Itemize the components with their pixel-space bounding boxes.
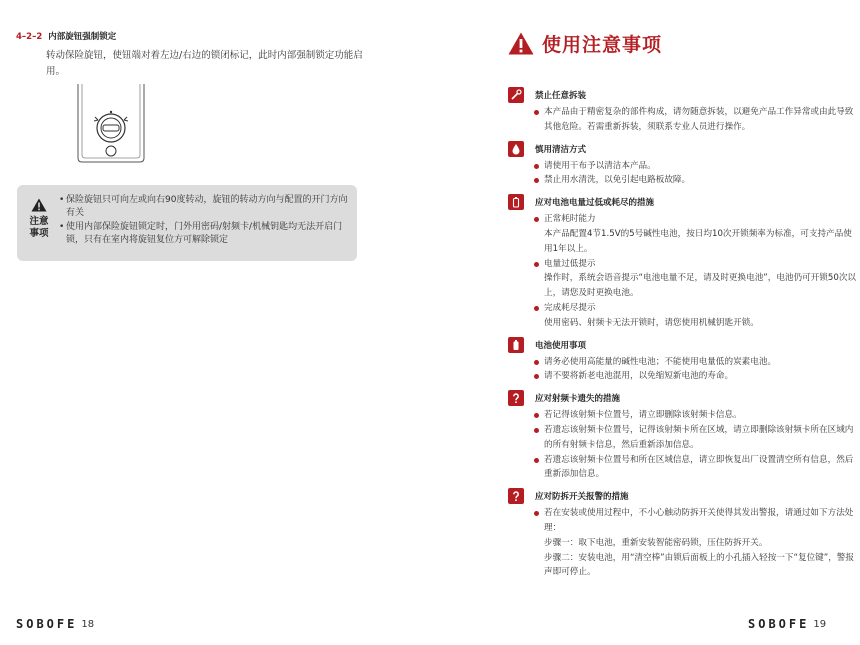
list-item: 本产品由于精密复杂的部件构成，请勿随意拆装，以避免产品工作异常或由此导致其他危险。若需重新拆装，须联系专业人员进行操作。 (534, 105, 858, 135)
section-title: 电池使用事项 (535, 340, 587, 351)
section-title: 禁止任意拆装 (535, 91, 587, 101)
note-item-text: 使用内部保险旋钮锁定时，门外用密码/射频卡/机械钥匙均无法开启门锁，只有在室内将旋钮复位方可解除锁定 (66, 222, 343, 245)
lock-knob-illustration (70, 84, 150, 172)
section-title: 应对电池电量过低或耗尽的措施 (535, 198, 655, 209)
section-title: 应对射频卡遗失的措施 (535, 394, 621, 405)
page-number: 19 (813, 618, 827, 630)
list-item: 请不要将新老电池混用，以免缩短新电池的寿命。 (534, 369, 858, 384)
precaution-section (508, 86, 858, 135)
precaution-section (508, 389, 858, 482)
list-item-detail: 本产品配置4节1.5V的5号碱性电池，按日均10次开锁频率为标准，可支持产品使用1年以上。 (544, 228, 852, 254)
list-item: 若遗忘该射频卡位置号，记得该射频卡所在区域，请立即删除该射频卡所在区域内的所有射频卡信息，然后重新添加信息。 (534, 423, 858, 453)
note-label-line1: 注意 (29, 216, 49, 227)
tool-icon (508, 87, 524, 103)
list-item: 电量过低提示 (534, 257, 858, 272)
question-icon (508, 488, 524, 504)
section-title: 慎用清洁方式 (535, 144, 587, 155)
list-item: 若在安装或使用过程中，不小心触动防拆开关使得其发出警报，请通过如下方法处理： (534, 506, 858, 536)
note-box (17, 185, 357, 261)
list-item: 若记得该射频卡位置号，请立即删除该射频卡信息。 (534, 408, 858, 423)
warning-icon (31, 198, 47, 212)
page-title: 使用注意事项 (542, 34, 663, 56)
note-item: • 保险旋钮只可向左或向右90度转动，旋钮的转动方向与配置的开门方向有关 (59, 194, 351, 220)
list-item-detail: 使用密码、射频卡无法开锁时，请您使用机械钥匙开锁。 (544, 317, 759, 328)
note-item: • 使用内部保险旋钮锁定时，门外用密码/射频卡/机械钥匙均无法开启门锁，只有在室内将旋钮复位方可解除锁定 (59, 221, 351, 247)
precautions-list (508, 86, 858, 585)
list-item: 步骤二：安装电池，用“清空棒”由锁后面板上的小孔插入轻按一下“复位键”，警报声即可停止。 (544, 552, 854, 578)
brand-logo: SOBOFE (16, 617, 78, 631)
note-items (59, 194, 351, 248)
battery-icon (508, 194, 524, 210)
precaution-section (508, 336, 858, 385)
note-item-text: 保险旋钮只可向左或向右90度转动，旋钮的转动方向与配置的开门方向有关 (66, 195, 348, 218)
right-footer (748, 617, 826, 631)
water-drop-icon (508, 141, 524, 157)
left-footer (16, 617, 94, 631)
note-label (27, 197, 51, 240)
section-number: 4–2–2 (16, 32, 43, 42)
section-title: 内部旋钮强制锁定 (48, 32, 117, 42)
section-heading (16, 30, 116, 42)
precaution-section (508, 487, 858, 580)
precaution-section (508, 193, 858, 330)
page-heading (508, 30, 662, 57)
section-title: 应对防拆开关报警的措施 (535, 492, 629, 503)
battery-icon (508, 337, 524, 353)
list-item: 步骤一：取下电池，重新安装智能密码锁，压住防拆开关。 (544, 537, 768, 548)
page-number: 18 (81, 618, 95, 630)
list-item: 正常耗时能力 (534, 212, 858, 227)
right-page (430, 0, 860, 645)
note-label-line2: 事项 (29, 228, 49, 239)
brand-logo: SOBOFE (748, 617, 810, 631)
warning-icon (508, 32, 534, 55)
list-item: 请务必使用高能量的碱性电池；不能使用电量低的炭素电池。 (534, 355, 858, 370)
list-item: 完成耗尽提示 (534, 301, 858, 316)
list-item: 若遗忘该射频卡位置号和所在区域信息，请立即恢复出厂设置清空所有信息，然后重新添加信息。 (534, 453, 858, 483)
question-icon (508, 390, 524, 406)
precaution-section (508, 140, 858, 189)
list-item: 请使用干布予以清洁本产品。 (534, 159, 858, 174)
list-item-detail: 操作时，系统会语音提示“电池电量不足，请及时更换电池”，电池仍可开锁50次以上，请您及时更换电池。 (544, 273, 857, 299)
section-body: 转动保险旋钮，使钮端对着左边/右边的锁闭标记，此时内部强制锁定功能启用。 (46, 50, 363, 77)
list-item: 禁止用水清洗，以免引起电路板故障。 (534, 173, 858, 188)
